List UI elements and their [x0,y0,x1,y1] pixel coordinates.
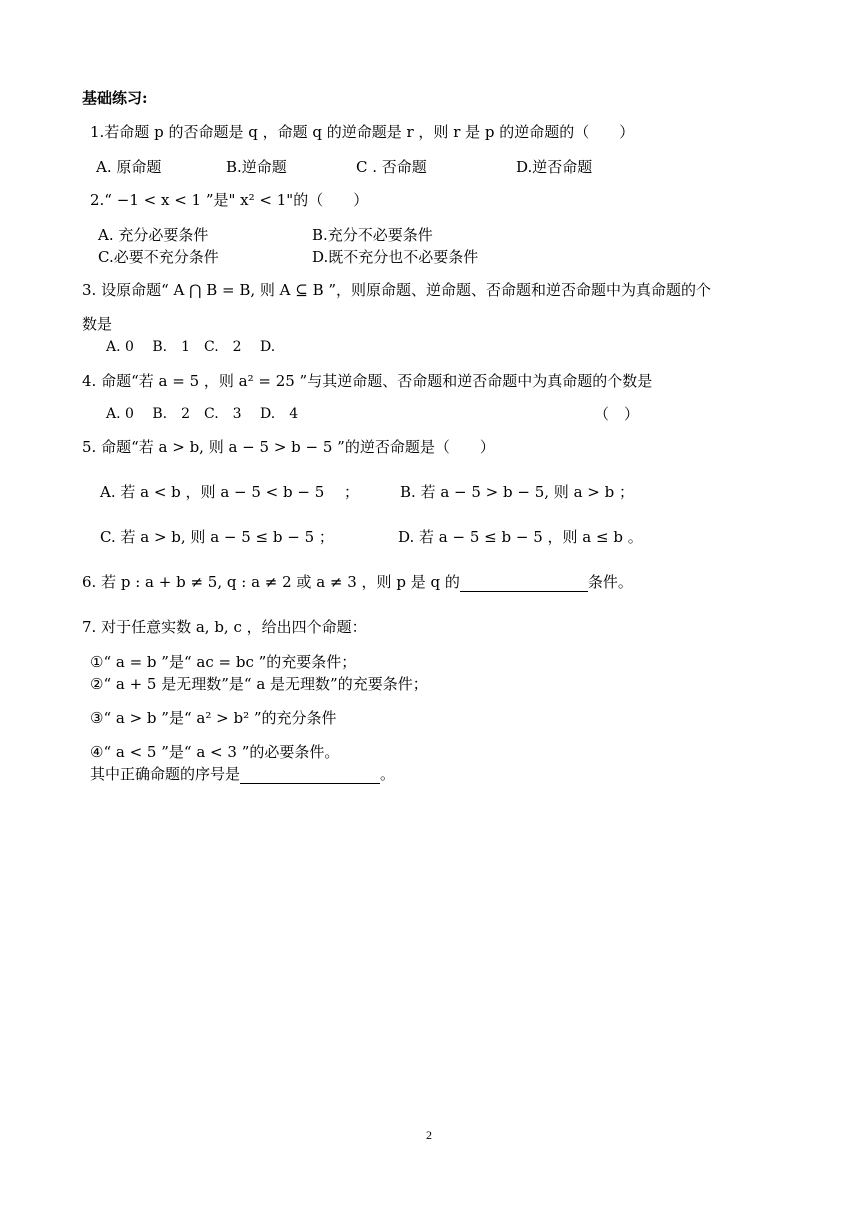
q2-option-c: C.必要不充分条件 [98,248,219,266]
q5-option-a: A. 若 a < b ，则 a − 5 < b − 5 ； [100,483,360,501]
q1-option-c: C . 否命题 [356,158,427,176]
q1-option-d: D.逆否命题 [516,158,593,176]
q6-stem-before: 6. 若 p : a + b ≠ 5, q : a ≠ 2 或 a ≠ 3 ，则 p 是 q 的 [82,573,460,591]
q7-item-3: ③“ a > b ”是“ a² > b² ”的充分条件 [90,709,337,727]
q2-option-b: B.充分不必要条件 [312,226,433,244]
q5-option-c: C. 若 a > b, 则 a − 5 ≤ b − 5 ； [100,528,334,546]
q7-answer-blank[interactable] [240,767,380,784]
q2-option-d: D.既不充分也不必要条件 [312,248,479,266]
q2-option-a: A. 充分必要条件 [98,226,209,244]
q7-answer-before: 其中正确命题的序号是 [90,765,241,783]
question-7-stem: 7. 对于任意实数 a, b, c ，给出四个命题： [82,618,367,636]
page-number: 2 [426,1128,432,1142]
question-4-options: A. 0 B. 2 C. 3 D. 4 [106,406,299,422]
question-3-stem-line2: 数是 [82,315,113,333]
q6-stem-after: 条件。 [587,573,633,591]
q5-option-b: B. 若 a − 5 > b − 5, 则 a > b ； [400,483,634,501]
q1-option-b: B.逆命题 [226,158,287,176]
question-1-stem: 1.若命题 p 的否命题是 q ，命题 q 的逆命题是 r ，则 r 是 p 的逆命题的（ ） [90,123,635,141]
q6-answer-blank[interactable] [460,575,588,592]
question-6-stem [82,572,633,592]
question-5-stem: 5. 命题“若 a > b, 则 a − 5 > b − 5 ”的逆否命题是（ ） [82,438,495,456]
question-2-options-row2 [98,247,478,267]
question-2-stem: 2.“ −1 < x < 1 ”是" x² < 1"的（ ） [90,191,369,209]
question-3-stem-line1: 3. 设原命题“ A ⋂ B = B, 则 A ⊆ B ”，则原命题、逆命题、否命题和逆否命题中为真命题的个 [82,281,712,299]
question-3-options: A. 0 B. 1 C. 2 D. [106,339,276,355]
section-title: 基础练习: [82,89,148,107]
question-4-answer-paren: （ ） [594,405,640,423]
q7-item-2: ②“ a + 5 是无理数”是“ a 是无理数”的充要条件； [90,675,428,693]
q7-item-1: ①“ a = b ”是“ ac = bc ”的充要条件； [90,653,357,671]
question-1-options [96,157,592,177]
q1-option-a: A. 原命题 [96,158,162,176]
q5-option-d: D. 若 a − 5 ≤ b − 5 ，则 a ≤ b 。 [398,528,643,546]
question-4-stem: 4. 命题“若 a = 5 ，则 a² = 25 ”与其逆命题、否命题和逆否命题中为真命题的个数是 [82,372,653,390]
q7-answer-after: 。 [380,765,396,783]
q7-answer-line [90,764,395,784]
question-2-options-row1 [98,225,433,245]
q7-item-4: ④“ a < 5 ”是“ a < 3 ”的必要条件。 [90,743,340,761]
